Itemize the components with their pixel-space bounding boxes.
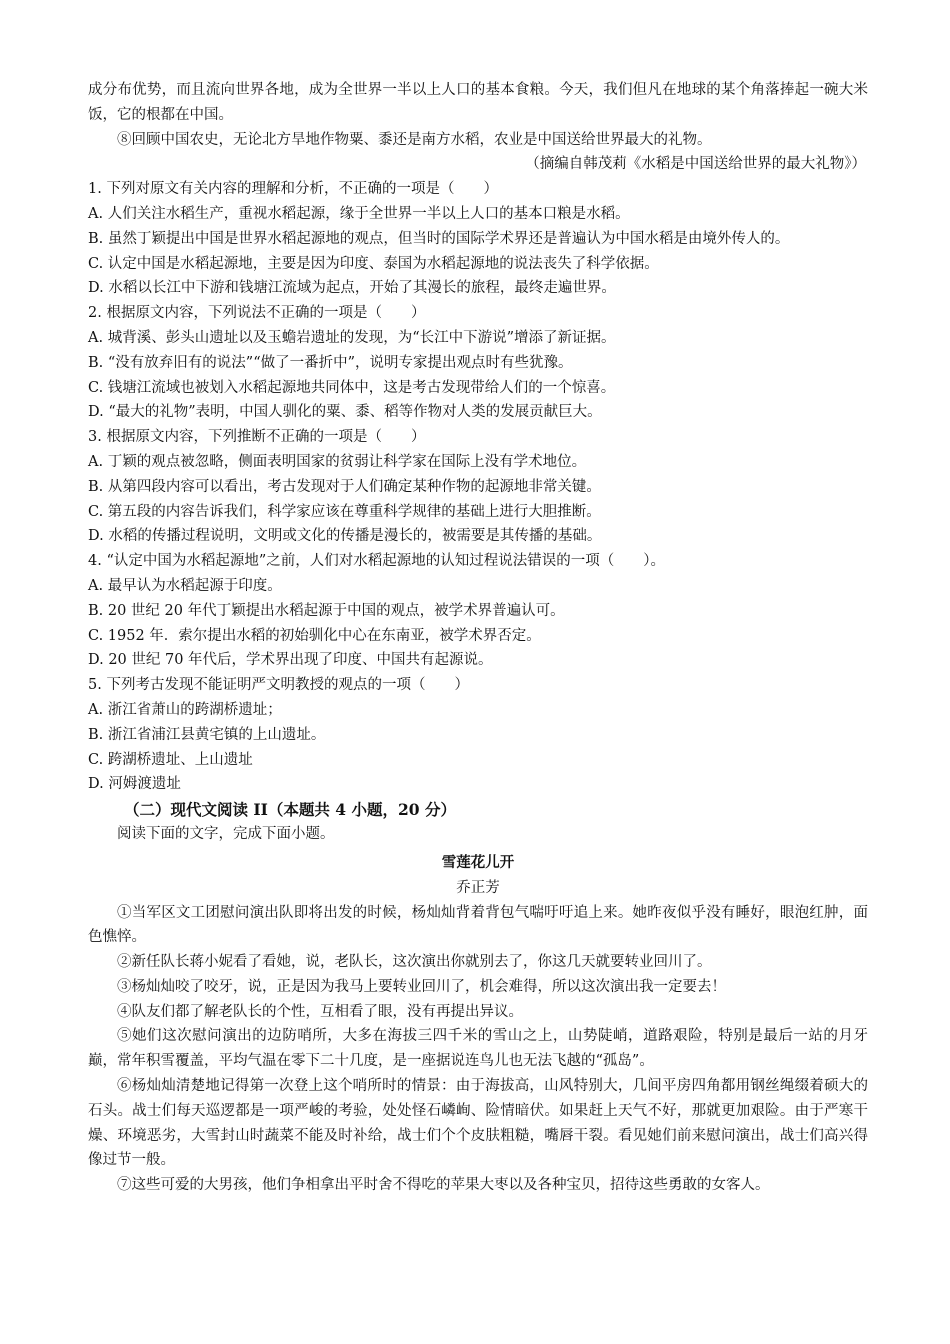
question-2-option-c: C. 钱塘江流域也被划入水稻起源地共同体中，这是考古发现带给人们的一个惊喜。	[88, 379, 616, 396]
story-title: 雪莲花儿开	[441, 853, 515, 871]
question-1-option-d: D. 水稻以长江中下游和钱塘江流域为起点，开始了其漫长的旅程，最终走遍世界。	[88, 280, 616, 297]
question-5-stem: 5. 下列考古发现不能证明严文明教授的观点的一项（ ）	[88, 677, 469, 694]
question-3-option-a: A. 丁颖的观点被忽略，侧面表明国家的贫弱让科学家在国际上没有学术地位。	[88, 453, 587, 470]
question-1-option-a: A. 人们关注水稻生产，重视水稻起源，缘于全世界一半以上人口的基本口粮是水稻。	[88, 205, 630, 222]
section2-heading: （二）现代文阅读 II（本题共 4 小题，20 分）	[124, 800, 456, 820]
question-5-option-a: A. 浙江省萧山的跨湖桥遗址；	[88, 701, 282, 718]
story-paragraph-1: ①当军区文工团慰问演出队即将出发的时候，杨灿灿背着背包气喘吁吁追上来。她昨夜似乎没有睡好，眼泡红肿，面色憔悴。	[88, 904, 868, 946]
question-1-option-b: B. 虽然丁颖提出中国是世界水稻起源地的观点，但当时的国际学术界还是普遍认为中国水稻是由境外传人的。	[88, 230, 790, 247]
story-paragraph-6: ⑥杨灿灿清楚地记得第一次登上这个哨所时的情景：由于海拔高，山风特别大，几间平房四角都用钢丝绳缀着硕大的石头。战士们每天巡逻都是一项严峻的考验，处处怪石嶙峋、险情暗伏。如果赶上天气不好，那就更加艰险。由于严寒干燥、环境恶劣，大雪封山时蔬菜不能及时补给，战士们个个皮肤粗糙，嘴唇干裂。看见她们前来慰问演出，战士们高兴得像过节一般。	[88, 1078, 868, 1169]
question-4-option-a: A. 最早认为水稻起源于印度。	[88, 577, 282, 594]
question-3-option-d: D. 水稻的传播过程说明，文明或文化的传播是漫长的，被需要是其传播的基础。	[88, 528, 602, 545]
passage1-paragraph7-end: 成分布优势，而且流向世界各地，成为全世界一半以上人口的基本食粮。今天，我们但凡在地球的某个角落捧起一碗大米饭，它的根都在中国。	[88, 82, 868, 123]
story-paragraph-7: ⑦这些可爱的大男孩，他们争相拿出平时舍不得吃的苹果大枣以及各种宝贝，招待这些勇敢的女客人。	[117, 1177, 770, 1194]
question-4-stem: 4. “认定中国为水稻起源地”之前，人们对水稻起源地的认知过程说法错误的一项（ ）。	[88, 553, 666, 570]
question-3-option-c: C. 第五段的内容告诉我们，科学家应该在尊重科学规律的基础上进行大胆推断。	[88, 503, 601, 520]
exam-page	[88, 78, 868, 1198]
story-paragraph-2: ②新任队长蒋小妮看了看她，说，老队长，这次演出你就别去了，你这几天就要转业回川了。	[117, 954, 712, 971]
story-paragraph-4: ④队友们都了解老队长的个性，互相看了眼，没有再提出异议。	[117, 1003, 523, 1020]
question-5-option-c: C. 跨湖桥遗址、上山遗址	[88, 751, 253, 768]
passage1-source: （摘编自韩茂莉《水稻是中国送给世界的最大礼物》）	[525, 156, 866, 173]
question-5-option-b: B. 浙江省浦江县黄宅镇的上山遗址。	[88, 726, 326, 743]
question-3-option-b: B. 从第四段内容可以看出，考古发现对于人们确定某种作物的起源地非常关键。	[88, 478, 601, 495]
question-1-option-c: C. 认定中国是水稻起源地，主要是因为印度、泰国为水稻起源地的说法丧失了科学依据。	[88, 255, 659, 272]
passage1-paragraph8: ⑧回顾中国农史，无论北方旱地作物粟、黍还是南方水稻，农业是中国送给世界最大的礼物。	[117, 131, 712, 148]
story-paragraph-3: ③杨灿灿咬了咬牙，说，正是因为我马上要转业回川了，机会难得，所以这次演出我一定要去！	[117, 978, 726, 995]
question-2-option-b: B. “没有放弃旧有的说法”“做了一番折中”，说明专家提出观点时有些犹豫。	[88, 354, 573, 371]
story-paragraph-5: ⑤她们这次慰问演出的边防哨所，大多在海拔三四千米的雪山之上，山势陡峭，道路艰险，特别是最后一站的月牙巅，常年积雪覆盖，平均气温在零下二十几度，是一座据说连鸟儿也无法飞越的“孤岛”。	[88, 1028, 868, 1070]
question-3-stem: 3. 根据原文内容，下列推断不正确的一项是（ ）	[88, 429, 426, 446]
question-4-option-d: D. 20 世纪 70 年代后，学术界出现了印度、中国共有起源说。	[88, 652, 493, 669]
question-1-stem: 1. 下列对原文有关内容的理解和分析，不正确的一项是（ ）	[88, 181, 498, 198]
story-author: 乔正芳	[456, 879, 500, 896]
question-5-option-d: D. 河姆渡遗址	[88, 776, 181, 793]
question-2-option-d: D. “最大的礼物”表明，中国人驯化的粟、黍、稻等作物对人类的发展贡献巨大。	[88, 404, 602, 421]
question-2-option-a: A. 城背溪、彭头山遗址以及玉蟾岩遗址的发现，为“长江中下游说”增添了新证据。	[88, 329, 616, 346]
question-4-option-b: B. 20 世纪 20 年代丁颖提出水稻起源于中国的观点，被学术界普遍认可。	[88, 602, 565, 619]
question-4-option-c: C. 1952 年．索尔提出水稻的初始驯化中心在东南亚，被学术界否定。	[88, 627, 541, 644]
section2-instruction: 阅读下面的文字，完成下面小题。	[117, 826, 335, 843]
question-2-stem: 2. 根据原文内容，下列说法不正确的一项是（ ）	[88, 305, 426, 322]
